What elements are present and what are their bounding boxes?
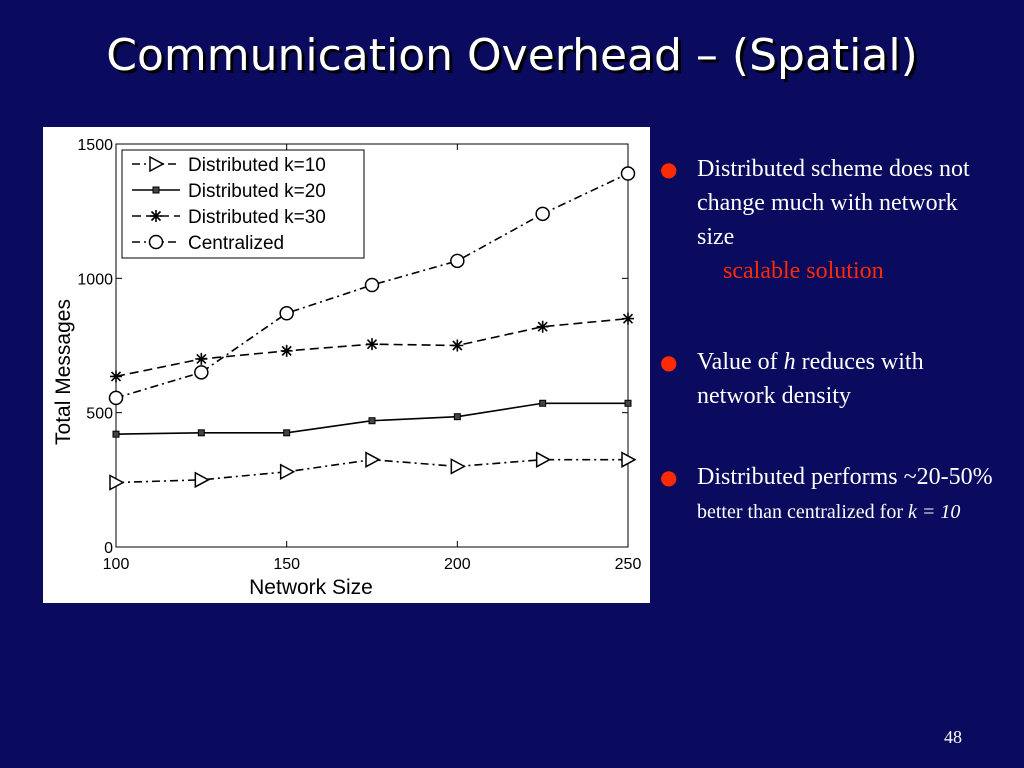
x-tick-label: 250: [614, 556, 642, 573]
y-axis-label: Total Messages: [52, 299, 75, 445]
y-tick-label: 1500: [77, 137, 113, 154]
x-tick-label: 100: [102, 556, 130, 573]
legend-label: Distributed k=10: [188, 155, 326, 176]
x-axis-label: Network Size: [249, 576, 373, 599]
y-tick-label: 500: [86, 405, 113, 423]
bullet-text-small: better than centralized for: [697, 501, 908, 523]
legend-label: Distributed k=30: [188, 207, 326, 228]
data-point: [198, 430, 204, 436]
data-point: [536, 207, 549, 220]
data-point: [366, 279, 379, 292]
bullet-text-pre: Value of: [697, 349, 784, 375]
data-point: [625, 400, 631, 406]
data-point: [284, 430, 290, 436]
data-point: [281, 345, 293, 357]
bullet-text-post: reduces with network density: [697, 349, 924, 409]
bullet-variable: k = 10: [908, 501, 961, 523]
data-point: [366, 338, 378, 350]
data-point: [537, 453, 550, 467]
legend-marker: [150, 210, 162, 222]
data-point: [195, 366, 208, 379]
data-point: [622, 313, 634, 325]
bullet-text-pre: Distributed performs ~20-50%: [697, 464, 993, 490]
bullet-subpoint: scalable solution: [723, 258, 884, 284]
data-point: [451, 254, 464, 267]
data-point: [280, 307, 293, 320]
legend-label: Centralized: [188, 233, 285, 254]
y-tick-label: 1000: [77, 271, 113, 289]
data-point: [195, 353, 207, 365]
data-point: [369, 418, 375, 424]
data-point: [195, 473, 208, 487]
legend-label: Distributed k=20: [188, 181, 326, 202]
y-tick-label: 0: [104, 540, 113, 557]
legend-marker: [153, 187, 159, 193]
series-distributed-k-30: [110, 313, 634, 383]
series-distributed-k-20: [113, 400, 631, 437]
data-point: [540, 400, 546, 406]
line-chart: [43, 127, 650, 603]
data-point: [454, 414, 460, 420]
series-distributed-k-10: [110, 453, 635, 490]
chart-panel: [43, 127, 650, 603]
data-point: [281, 465, 294, 479]
bullet-variable: h: [783, 349, 796, 375]
data-point: [537, 321, 549, 333]
page-number: 48: [944, 727, 962, 747]
x-tick-label: 150: [273, 556, 301, 573]
data-point: [622, 167, 635, 180]
x-tick-label: 200: [443, 556, 471, 573]
legend-marker: [150, 236, 163, 249]
data-point: [451, 459, 464, 473]
data-point: [113, 431, 119, 437]
data-point: [110, 370, 122, 382]
bullet-text: Distributed scheme does not change much with network size: [697, 156, 970, 250]
data-point: [451, 340, 463, 352]
data-point: [110, 391, 123, 404]
slide-title: Communication Overhead – (Spatial): [106, 30, 918, 81]
bullet-dot-icon: ●: [660, 157, 678, 181]
bullet-dot-icon: ●: [660, 350, 678, 374]
bullet-dot-icon: ●: [660, 465, 678, 489]
data-point: [366, 453, 379, 467]
